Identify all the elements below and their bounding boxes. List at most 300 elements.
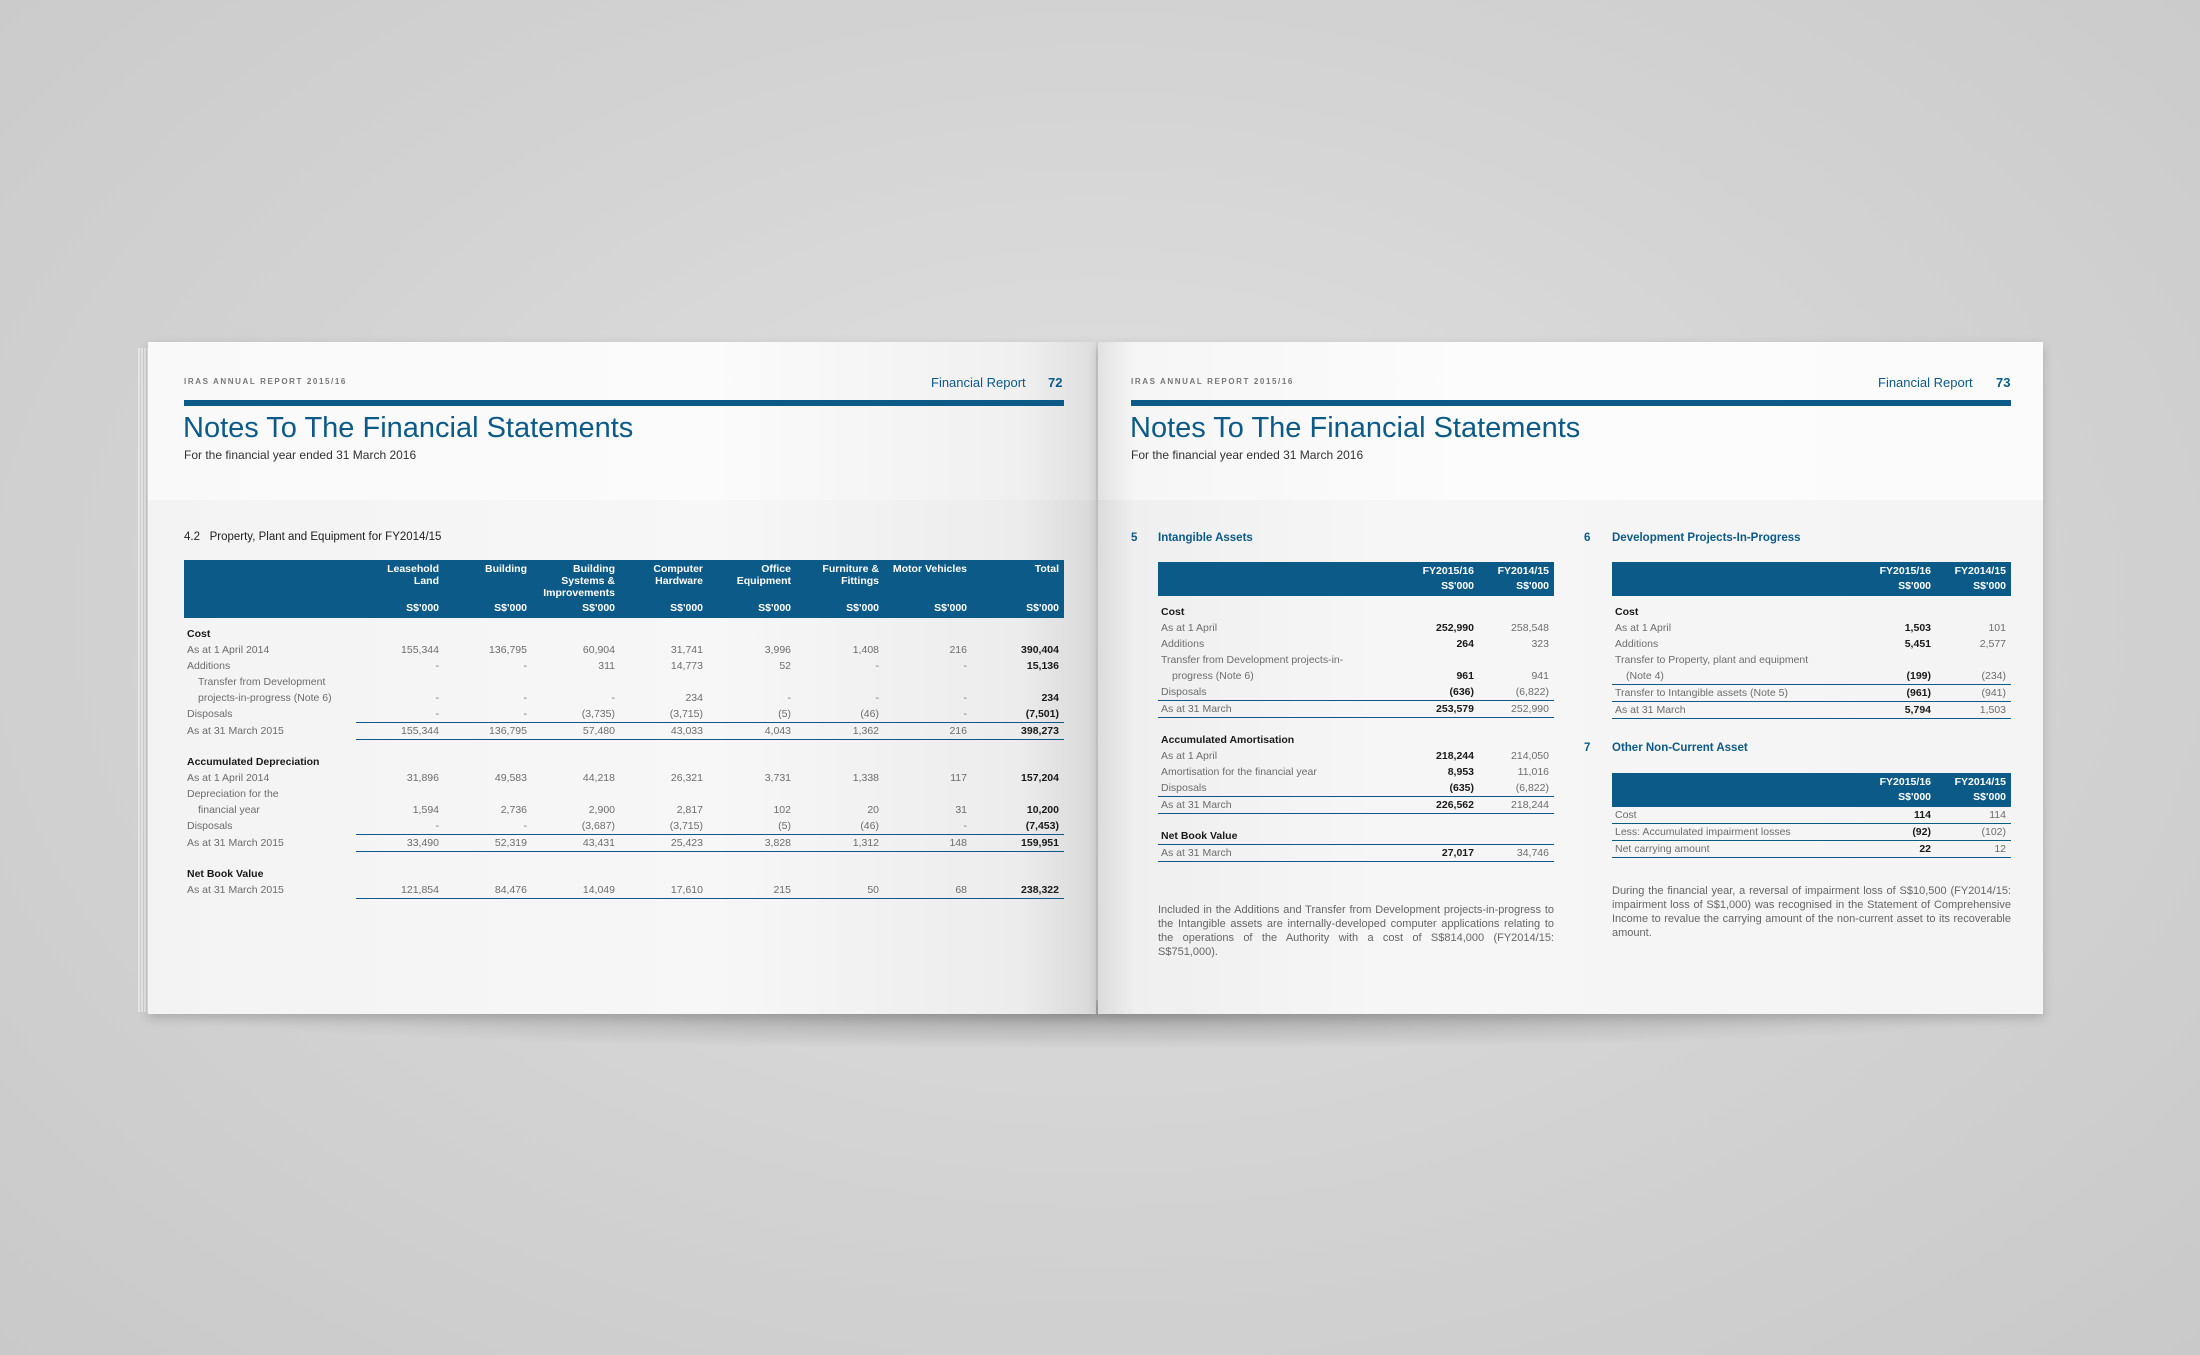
table-row xyxy=(1612,685,2011,702)
note-7-number: 7 xyxy=(1584,742,1591,754)
value-cell: - xyxy=(435,692,439,704)
unit-label: S$'000 xyxy=(972,600,1064,618)
current-year-value: 8,953 xyxy=(1447,766,1474,778)
section-heading-row xyxy=(1158,596,1554,620)
empty-cell xyxy=(532,618,620,642)
empty-cell xyxy=(444,858,532,882)
value-cell: (46) xyxy=(796,818,884,835)
value-cell: 148 xyxy=(884,835,972,852)
section-heading-row xyxy=(1158,820,1554,845)
row-label: As at 31 March 2015 xyxy=(187,884,284,897)
row-label: Disposals xyxy=(1158,780,1404,797)
current-year-value: (635) xyxy=(1404,780,1479,797)
value-cell: - xyxy=(611,692,615,704)
total-cell: (7,501) xyxy=(972,706,1064,723)
table-row xyxy=(184,835,1064,852)
page-subtitle: For the financial year ended 31 March 2016 xyxy=(184,448,417,462)
col-header: Furniture & Fittings xyxy=(796,560,884,600)
value-cell: (5) xyxy=(708,818,796,835)
current-year-value: 961 xyxy=(1456,670,1474,682)
value-cell: 84,476 xyxy=(444,882,532,899)
unit-label: S$'000 xyxy=(1404,578,1479,596)
table-row xyxy=(1158,668,1554,684)
dev-header-row xyxy=(1612,562,2011,578)
note-7-title: Other Non-Current Asset xyxy=(1612,742,1748,754)
current-year-value: (636) xyxy=(1404,684,1479,701)
table-row xyxy=(184,674,1064,690)
row-label: Additions xyxy=(1161,638,1205,650)
row-label: As at 31 March xyxy=(1158,797,1404,814)
table-row xyxy=(184,690,1064,706)
value-cell: 121,854 xyxy=(356,882,444,899)
section-heading-row xyxy=(1612,596,2011,620)
table-row xyxy=(1612,807,2011,824)
empty-cell xyxy=(1404,820,1479,845)
table-row xyxy=(1158,701,1554,718)
col-header: Leasehold Land xyxy=(356,560,444,600)
ppe-unit-blank xyxy=(184,600,356,618)
dev-table-body xyxy=(1612,596,2011,719)
intangible-assets-table xyxy=(1158,562,1554,862)
prior-year-value: 2,577 xyxy=(1979,638,2006,650)
value-cell xyxy=(444,786,532,802)
value-cell: 50 xyxy=(796,882,884,899)
note-4-2-heading xyxy=(184,531,441,543)
header-blank xyxy=(1612,562,1861,578)
value-cell: - xyxy=(875,692,879,704)
section-heading: Accumulated Amortisation xyxy=(1161,734,1295,746)
prior-year-value xyxy=(1936,652,2011,668)
row-label: As at 1 April xyxy=(1615,622,1672,634)
total-cell: 157,204 xyxy=(1021,772,1059,784)
col-header: Building xyxy=(444,560,532,600)
empty-cell xyxy=(444,618,532,642)
prior-year-value: 214,050 xyxy=(1511,750,1549,762)
empty-cell xyxy=(1861,596,1936,620)
section-heading-row xyxy=(184,746,1064,770)
empty-cell xyxy=(884,858,972,882)
table-row xyxy=(184,818,1064,835)
value-cell: (46) xyxy=(796,706,884,723)
note-title: Property, Plant and Equipment for FY2014/15 xyxy=(209,531,442,543)
intangible-unit-row xyxy=(1158,578,1554,596)
total-cell: 238,322 xyxy=(972,882,1064,899)
note-5-title: Intangible Assets xyxy=(1158,532,1253,544)
prior-year-value: (6,822) xyxy=(1479,780,1554,797)
total-cell xyxy=(972,786,1064,802)
row-label: As at 1 April 2014 xyxy=(187,644,270,656)
value-cell: 215 xyxy=(708,882,796,899)
table-row xyxy=(1612,824,2011,841)
development-projects-table xyxy=(1612,562,2011,719)
total-cell: (7,453) xyxy=(972,818,1064,835)
prior-year-value: 1,503 xyxy=(1936,702,2011,719)
value-cell xyxy=(796,786,884,802)
value-cell: - xyxy=(875,660,879,672)
value-cell: - xyxy=(787,692,791,704)
empty-cell xyxy=(884,746,972,770)
table-row xyxy=(1158,652,1554,668)
value-cell xyxy=(620,786,708,802)
prior-year-value: 252,990 xyxy=(1479,701,1554,718)
empty-cell xyxy=(1479,596,1554,620)
total-cell: 10,200 xyxy=(1026,804,1059,816)
value-cell: 4,043 xyxy=(708,723,796,740)
right-page xyxy=(1098,342,2043,1014)
empty-cell xyxy=(796,858,884,882)
row-label: (Note 4) xyxy=(1612,668,1861,685)
empty-cell xyxy=(708,746,796,770)
row-label: Depreciation for the xyxy=(187,788,279,800)
current-year-value: 114 xyxy=(1861,807,1936,824)
value-cell: 234 xyxy=(685,692,703,704)
value-cell: 57,480 xyxy=(532,723,620,740)
prior-year-value: (102) xyxy=(1936,824,2011,841)
value-cell: 68 xyxy=(884,882,972,899)
table-row xyxy=(1158,780,1554,797)
prior-year-value: 218,244 xyxy=(1479,797,1554,814)
table-row xyxy=(1612,702,2011,719)
value-cell: 1,362 xyxy=(796,723,884,740)
empty-cell xyxy=(1479,820,1554,845)
note-6-number: 6 xyxy=(1584,532,1591,544)
value-cell xyxy=(796,674,884,690)
value-cell: - xyxy=(523,692,527,704)
unit-label: S$'000 xyxy=(532,600,620,618)
value-cell: 102 xyxy=(773,804,791,816)
row-label: financial year xyxy=(198,804,260,816)
value-cell: - xyxy=(963,692,967,704)
value-cell: 26,321 xyxy=(670,772,703,784)
prior-year-value: (941) xyxy=(1936,685,2011,702)
prior-year-value: 34,746 xyxy=(1479,845,1554,862)
table-row xyxy=(1158,636,1554,652)
table-row xyxy=(1612,636,2011,652)
value-cell: 43,431 xyxy=(532,835,620,852)
value-cell: (5) xyxy=(708,706,796,723)
empty-cell xyxy=(972,858,1064,882)
unit-blank xyxy=(1158,578,1404,596)
value-cell xyxy=(708,674,796,690)
table-row xyxy=(1158,797,1554,814)
page-title: Notes To The Financial Statements xyxy=(183,412,634,444)
empty-cell xyxy=(972,746,1064,770)
value-cell: - xyxy=(884,818,972,835)
row-label: As at 1 April 2014 xyxy=(187,772,270,784)
row-label: As at 31 March 2015 xyxy=(187,837,284,849)
value-cell: 14,773 xyxy=(670,660,703,672)
value-cell: (3,687) xyxy=(532,818,620,835)
row-label: Transfer from Development xyxy=(198,676,326,688)
section-heading: Cost xyxy=(1615,606,1639,618)
col-header: FY2014/15 xyxy=(1936,562,2011,578)
section-heading: Accumulated Depreciation xyxy=(187,756,320,768)
row-label: Additions xyxy=(187,660,231,672)
value-cell xyxy=(532,674,620,690)
value-cell: 44,218 xyxy=(582,772,615,784)
value-cell: 20 xyxy=(867,804,879,816)
total-cell: 159,951 xyxy=(972,835,1064,852)
empty-cell xyxy=(444,746,532,770)
row-label: Less: Accumulated impairment losses xyxy=(1612,824,1861,841)
intangible-table-body xyxy=(1158,596,1554,862)
section-heading: Net Book Value xyxy=(1161,830,1238,842)
unit-label: S$'000 xyxy=(796,600,884,618)
unit-label: S$'000 xyxy=(884,600,972,618)
col-header: FY2015/16 xyxy=(1404,562,1479,578)
intangible-note-text: Included in the Additions and Transfer from Development projects-in-progress to the Intangible assets are internally-developed computer applications relating to the operations of the Authority with a cost of S$814,000 (FY2014/15: S$751,000). xyxy=(1158,904,1554,958)
unit-label: S$'000 xyxy=(1936,789,2011,807)
row-label: Amortisation for the financial year xyxy=(1161,766,1317,778)
current-year-value: 22 xyxy=(1861,841,1936,858)
empty-cell xyxy=(1404,724,1479,748)
row-label: As at 31 March xyxy=(1612,702,1861,719)
value-cell xyxy=(356,674,444,690)
total-cell: 390,404 xyxy=(1021,644,1059,656)
page-subtitle: For the financial year ended 31 March 2016 xyxy=(1131,448,1364,462)
section-heading-row xyxy=(184,618,1064,642)
left-page xyxy=(148,342,1096,1014)
table-row xyxy=(1158,764,1554,780)
row-label: As at 31 March xyxy=(1158,701,1404,718)
prior-year-value xyxy=(1479,652,1554,668)
ppe-header-row xyxy=(184,560,1064,600)
empty-cell xyxy=(1479,724,1554,748)
value-cell: (3,715) xyxy=(620,706,708,723)
non-current-asset-table xyxy=(1612,773,2011,858)
value-cell: 2,900 xyxy=(588,804,615,816)
header-rule xyxy=(1131,400,2011,406)
current-year-value: (199) xyxy=(1861,668,1936,685)
table-row xyxy=(184,786,1064,802)
value-cell: 52 xyxy=(779,660,791,672)
section-heading: Cost xyxy=(1161,606,1185,618)
value-cell: - xyxy=(884,706,972,723)
ppe-table xyxy=(184,560,1064,899)
note-number: 4.2 xyxy=(184,531,200,543)
total-cell: 15,136 xyxy=(1026,660,1059,672)
note-6-title: Development Projects-In-Progress xyxy=(1612,532,1801,544)
report-label: IRAS ANNUAL REPORT 2015/16 xyxy=(184,377,347,386)
current-year-value: 5,451 xyxy=(1904,638,1931,650)
unit-blank xyxy=(1612,578,1861,596)
unit-blank xyxy=(1612,789,1861,807)
value-cell: - xyxy=(435,660,439,672)
table-row xyxy=(184,658,1064,674)
table-row xyxy=(1158,845,1554,862)
total-cell: 234 xyxy=(1041,692,1059,704)
value-cell: 3,731 xyxy=(764,772,791,784)
section-heading: Cost xyxy=(187,628,211,640)
value-cell: 17,610 xyxy=(620,882,708,899)
section-heading-row xyxy=(1158,724,1554,748)
table-row xyxy=(184,770,1064,786)
header-rule xyxy=(184,400,1064,406)
value-cell: 136,795 xyxy=(444,723,532,740)
unit-label: S$'000 xyxy=(1861,789,1936,807)
table-row xyxy=(184,882,1064,899)
table-row xyxy=(1158,748,1554,764)
value-cell: 49,583 xyxy=(494,772,527,784)
header-blank xyxy=(1158,562,1404,578)
unit-label: S$'000 xyxy=(708,600,796,618)
value-cell: 31 xyxy=(955,804,967,816)
empty-cell xyxy=(532,746,620,770)
current-year-value: (92) xyxy=(1861,824,1936,841)
unit-label: S$'000 xyxy=(1936,578,2011,596)
empty-cell xyxy=(620,858,708,882)
table-row xyxy=(1158,684,1554,701)
row-label: As at 1 April xyxy=(1161,622,1218,634)
current-year-value: 5,794 xyxy=(1861,702,1936,719)
value-cell xyxy=(444,674,532,690)
empty-cell xyxy=(1936,596,2011,620)
table-row xyxy=(184,642,1064,658)
empty-cell xyxy=(356,618,444,642)
section-heading: Net Book Value xyxy=(187,868,264,880)
row-label: projects-in-progress (Note 6) xyxy=(198,692,332,704)
section-label: Financial Report xyxy=(1878,375,1973,390)
table-row xyxy=(184,723,1064,740)
total-cell xyxy=(972,674,1064,690)
value-cell: - xyxy=(523,660,527,672)
section-heading-row xyxy=(184,858,1064,882)
value-cell xyxy=(708,786,796,802)
page-number: 73 xyxy=(1996,375,2011,390)
value-cell: 136,795 xyxy=(489,644,527,656)
empty-cell xyxy=(356,858,444,882)
current-year-value: 253,579 xyxy=(1404,701,1479,718)
value-cell: 1,408 xyxy=(852,644,879,656)
value-cell xyxy=(532,786,620,802)
table-row xyxy=(184,802,1064,818)
page-number: 72 xyxy=(1048,375,1063,390)
row-label: Disposals xyxy=(187,820,233,833)
empty-cell xyxy=(796,746,884,770)
nc-table-body xyxy=(1612,807,2011,858)
value-cell: 25,423 xyxy=(620,835,708,852)
row-label: Transfer from Development projects-in- xyxy=(1161,654,1344,666)
col-header: Building Systems & Improvements xyxy=(532,560,620,600)
prior-year-value: (6,822) xyxy=(1479,684,1554,701)
section-label: Financial Report xyxy=(931,375,1026,390)
value-cell: 3,996 xyxy=(764,644,791,656)
row-label: Disposals xyxy=(187,708,233,721)
table-row xyxy=(1612,841,2011,858)
col-header: FY2014/15 xyxy=(1479,562,1554,578)
row-label: As at 1 April xyxy=(1161,750,1218,762)
empty-cell xyxy=(1404,596,1479,620)
col-header: Computer Hardware xyxy=(620,560,708,600)
row-label: As at 31 March xyxy=(1158,845,1404,862)
value-cell: (3,735) xyxy=(532,706,620,723)
row-label: Disposals xyxy=(1158,684,1404,701)
non-current-note-text: During the financial year, a reversal of impairment loss of S$10,500 (FY2014/15: impairment loss of S$1,000) was recognised in the Statement of Comprehensive Income to revalue the carrying amount of the non-current asset to its recoverable amount. xyxy=(1612,885,2011,939)
col-header: FY2015/16 xyxy=(1861,773,1936,789)
nc-unit-row xyxy=(1612,789,2011,807)
note-5-number: 5 xyxy=(1131,532,1138,544)
value-cell: (3,715) xyxy=(620,818,708,835)
value-cell: 33,490 xyxy=(356,835,444,852)
prior-year-value: 941 xyxy=(1531,670,1549,682)
total-cell: 398,273 xyxy=(972,723,1064,740)
ppe-unit-row xyxy=(184,600,1064,618)
col-header: Total xyxy=(972,560,1064,600)
value-cell: 155,344 xyxy=(401,644,439,656)
col-header: Motor Vehicles xyxy=(884,560,972,600)
table-row xyxy=(1158,620,1554,636)
value-cell: - xyxy=(444,706,532,723)
value-cell: 1,594 xyxy=(412,804,439,816)
current-year-value: 27,017 xyxy=(1404,845,1479,862)
col-header: Office Equipment xyxy=(708,560,796,600)
prior-year-value: 258,548 xyxy=(1511,622,1549,634)
value-cell: 3,828 xyxy=(708,835,796,852)
value-cell: - xyxy=(356,706,444,723)
empty-cell xyxy=(708,858,796,882)
value-cell: 31,741 xyxy=(670,644,703,656)
prior-year-value: 12 xyxy=(1936,841,2011,858)
empty-cell xyxy=(972,618,1064,642)
prior-year-value: 101 xyxy=(1988,622,2006,634)
empty-cell xyxy=(532,858,620,882)
prior-year-value: 114 xyxy=(1936,807,2011,824)
prior-year-value: 323 xyxy=(1531,638,1549,650)
unit-label: S$'000 xyxy=(1861,578,1936,596)
value-cell: 60,904 xyxy=(582,644,615,656)
current-year-value: 264 xyxy=(1456,638,1474,650)
prior-year-value: (234) xyxy=(1936,668,2011,685)
dev-unit-row xyxy=(1612,578,2011,596)
value-cell: 14,049 xyxy=(532,882,620,899)
value-cell: 1,312 xyxy=(796,835,884,852)
value-cell xyxy=(884,786,972,802)
nc-header-row xyxy=(1612,773,2011,789)
current-year-value: 252,990 xyxy=(1436,622,1474,634)
unit-label: S$'000 xyxy=(444,600,532,618)
page-title: Notes To The Financial Statements xyxy=(1130,412,1581,444)
empty-cell xyxy=(356,746,444,770)
value-cell: - xyxy=(963,660,967,672)
table-row xyxy=(184,706,1064,723)
value-cell: 43,033 xyxy=(620,723,708,740)
value-cell: - xyxy=(444,818,532,835)
col-header: FY2015/16 xyxy=(1861,562,1936,578)
empty-cell xyxy=(796,618,884,642)
value-cell: 155,344 xyxy=(356,723,444,740)
prior-year-value: 11,016 xyxy=(1517,766,1549,778)
current-year-value: 1,503 xyxy=(1904,622,1931,634)
current-year-value xyxy=(1861,652,1936,668)
value-cell: 31,896 xyxy=(406,772,439,784)
row-label: As at 31 March 2015 xyxy=(187,725,284,737)
value-cell: 52,319 xyxy=(444,835,532,852)
value-cell: 216 xyxy=(949,644,967,656)
current-year-value xyxy=(1404,652,1479,668)
report-label: IRAS ANNUAL REPORT 2015/16 xyxy=(1131,377,1294,386)
empty-cell xyxy=(620,618,708,642)
empty-cell xyxy=(620,746,708,770)
current-year-value: 218,244 xyxy=(1436,750,1474,762)
row-label: Cost xyxy=(1612,807,1861,824)
ppe-header-blank xyxy=(184,560,356,600)
value-cell xyxy=(620,674,708,690)
col-header: FY2014/15 xyxy=(1936,773,2011,789)
unit-label: S$'000 xyxy=(1479,578,1554,596)
intangible-header-row xyxy=(1158,562,1554,578)
row-label: progress (Note 6) xyxy=(1172,670,1254,682)
table-row xyxy=(1612,668,2011,685)
